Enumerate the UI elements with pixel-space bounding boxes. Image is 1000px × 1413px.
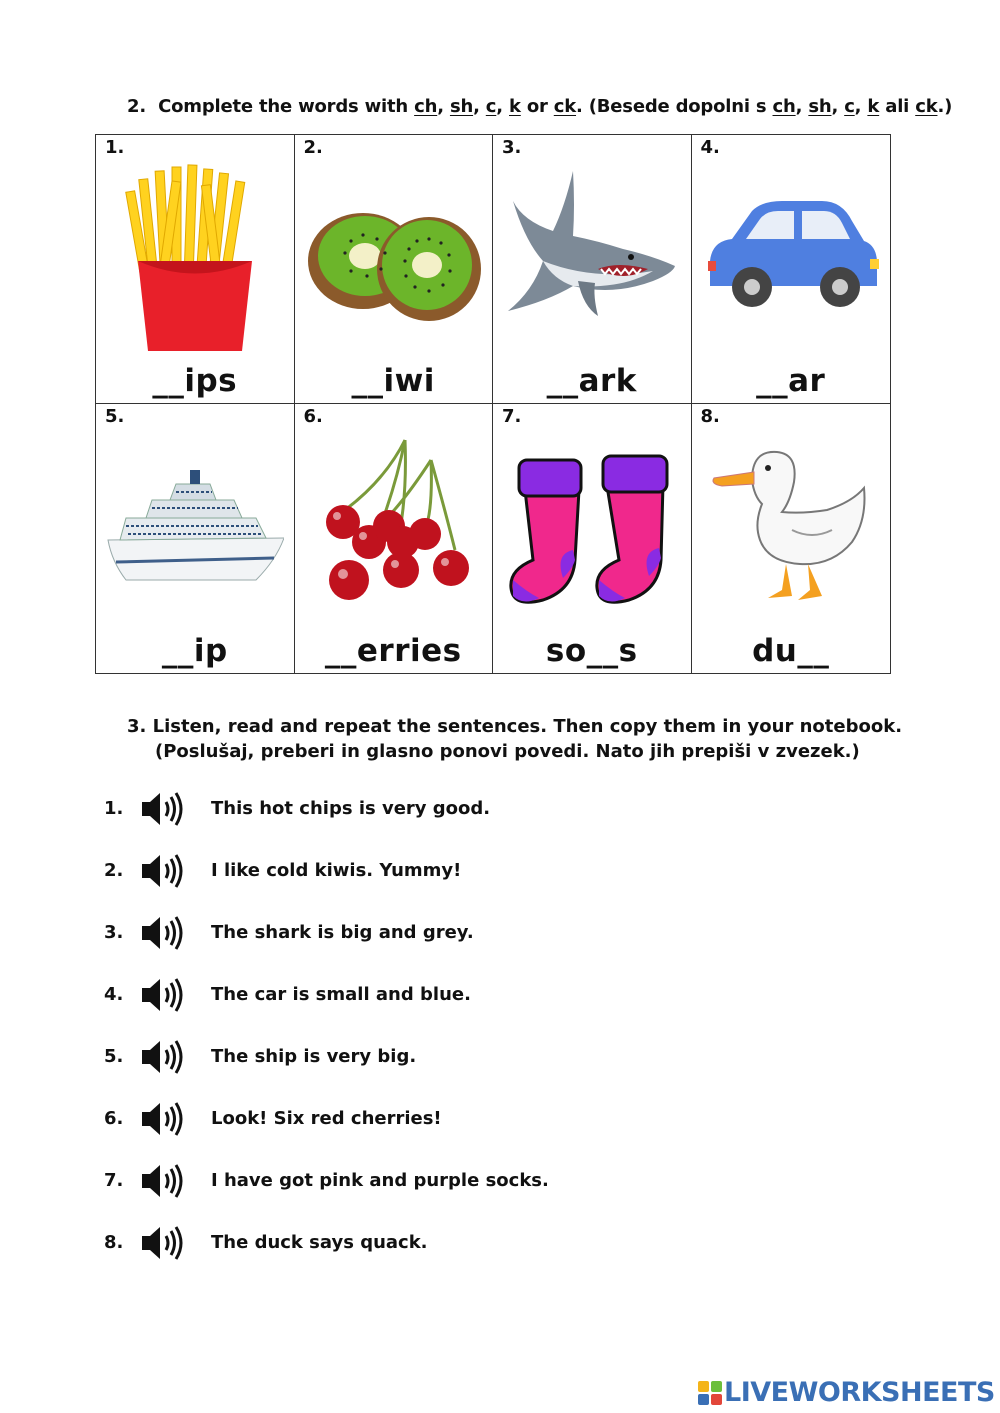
missing-letters-word: __ip	[161, 633, 228, 669]
card-5	[96, 404, 295, 673]
card-2	[295, 135, 494, 404]
cherries-icon	[305, 430, 483, 626]
speaker-icon[interactable]	[140, 1100, 186, 1138]
speaker-icon[interactable]	[140, 976, 186, 1014]
logo-text: LIVEWORKSHEETS	[724, 1377, 995, 1408]
socks-icon	[503, 430, 681, 626]
sentence-item: 2. I like cold kiwis. Yummy!	[104, 852, 804, 892]
duck-icon	[702, 430, 880, 626]
sentence-item: 1. This hot chips is very good.	[104, 790, 804, 830]
sentence-item: 4. The car is small and blue.	[104, 976, 804, 1016]
missing-letters-word: __ark	[546, 363, 637, 399]
missing-letters-word: __erries	[324, 633, 462, 669]
sentence-item: 5. The ship is very big.	[104, 1038, 804, 1078]
shark-icon	[503, 161, 681, 357]
exercise-2-instruction: 2. Complete the words with ch, sh, c, k or ck. (Besede dopolni s ch, sh, c, k ali ck.)	[127, 96, 953, 117]
card-number: 3.	[502, 137, 522, 158]
missing-letters-word: __ar	[756, 363, 826, 399]
logo-mark-icon	[698, 1381, 722, 1405]
missing-letters-word: __ips	[152, 363, 238, 399]
ship-icon	[106, 430, 284, 626]
exercise-3-instruction: 3. Listen, read and repeat the sentences. Then copy them in your notebook. (Poslušaj, preberi in glasno ponovi povedi. Nato jih prepiši v zvezek.)	[127, 716, 903, 762]
card-number: 7.	[502, 406, 522, 427]
sentence-item: 7. I have got pink and purple socks.	[104, 1162, 804, 1202]
card-number: 4.	[700, 137, 720, 158]
card-number: 8.	[700, 406, 720, 427]
card-1	[96, 135, 295, 404]
car-icon	[702, 161, 880, 357]
card-7	[493, 404, 692, 673]
liveworksheets-logo[interactable]	[698, 1377, 995, 1408]
card-number: 6.	[303, 406, 323, 427]
speaker-icon[interactable]	[140, 914, 186, 952]
card-number: 1.	[105, 137, 125, 158]
card-number: 5.	[105, 406, 125, 427]
missing-letters-word: so__s	[545, 633, 638, 669]
missing-letters-word: du__	[752, 633, 830, 669]
sentence-item: 6. Look! Six red cherries!	[104, 1100, 804, 1140]
sentence-item: 8. The duck says quack.	[104, 1224, 804, 1264]
speaker-icon[interactable]	[140, 790, 186, 828]
fries-icon	[106, 161, 284, 357]
card-6	[295, 404, 494, 673]
card-number: 2.	[303, 137, 323, 158]
card-8	[692, 404, 891, 673]
kiwi-icon	[305, 161, 483, 357]
missing-letters-word: __iwi	[351, 363, 435, 399]
card-3	[493, 135, 692, 404]
card-4	[692, 135, 891, 404]
speaker-icon[interactable]	[140, 1162, 186, 1200]
speaker-icon[interactable]	[140, 1224, 186, 1262]
sentence-item: 3. The shark is big and grey.	[104, 914, 804, 954]
speaker-icon[interactable]	[140, 852, 186, 890]
picture-word-grid	[95, 134, 891, 674]
speaker-icon[interactable]	[140, 1038, 186, 1076]
